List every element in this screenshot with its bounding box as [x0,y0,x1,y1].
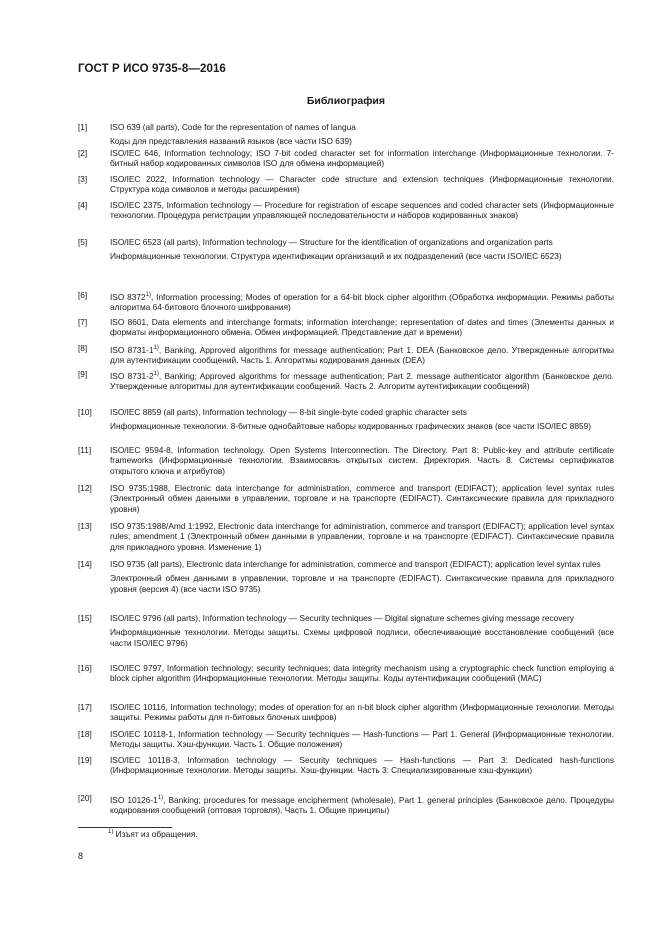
entry-number: [9] [78,369,88,379]
entry-number: [15] [78,613,92,623]
footnote [108,829,198,839]
entry-number: [12] [78,483,92,493]
footnote-divider [78,827,172,828]
entry-paragraph: ISO/IEC 10116, Information technology; modes of operation for an n-bit block cipher algorithm (Информационные технологии. Методы защиты. Режимы работы для n-битовых блочных шифров) [110,702,614,723]
entry-paragraph: ISO/IEC 9796 (all parts), Information technology — Security techniques — Digital signature schemes giving message recovery [110,613,574,623]
entry-number: [6] [78,290,88,300]
entry-text [110,613,614,648]
entry-paragraph: ISO/IEC 646, Information technology; ISO 7-bit coded character set for information interchange (Информационные технологии. 7-битный набор кодированных символов ISO для обмена информацией) [110,148,614,169]
entry-number: [5] [78,237,88,247]
entry-number: [10] [78,407,92,417]
entry-number: [14] [78,559,92,569]
entry-number: [17] [78,702,92,712]
entry-number: [7] [78,317,88,327]
entry-description: , Banking, Approved algorithms for message authentication; Part 1. DEA (Банковское дело. Утвержденные алгоритмы для аутентификации сообщений. Часть 1. Алгоритмы кодирования данных (DEA) [110,344,614,366]
entry-text [110,445,614,476]
entry-number: [20] [78,793,92,803]
entry-number: [4] [78,200,88,210]
entry-text [110,663,614,684]
entry-text [110,290,614,313]
entry-description: , Banking; procedures for message encipherment (wholesale), Part 1. general principles (Банковское дело. Процедуры кодирования сообщений (оптовая торговля). Часть 1. Общие принципы) [110,794,615,816]
entry-number: [2] [78,148,88,158]
entry-text [110,483,614,514]
entry-text [110,729,614,750]
entry-text [110,369,614,392]
entry-paragraph: ISO/IEC 2022, Information technology — Character code structure and extension techniques (Информационные технологии. Структура кода символов и методы расширения) [110,174,614,195]
footnote-reference: 1) [153,345,159,351]
entry-text [110,521,614,552]
entry-paragraph: ISO/IEC 9594-8, Information technology. Open Systems Interconnection. The Directory. Part 8: Public-key and attribute certificate frameworks (Информационные технологии. Взаимосвязь открытых систем. Директория. Часть 8. Системы сертификатов открытого ключа и атрибутов) [110,445,614,476]
entry-standard-id: ISO 10126-1 [110,794,158,805]
entry-paragraph: ISO 9735:1988/Amd 1:1992, Electronic data interchange for administration, commerce and transport (EDIFACT); application level syntax rules; amendment 1 (Электронный обмен данными в управлении, торговле и на транспорте (EDIFACT). Синтаксические правила для прикладного уровня. Изменение 1) [110,521,614,552]
entry-paragraph: ISO/IEC 10118-3, Information technology — Security techniques — Hash-functions — Part 3: Dedicated hash-functions (Информационные технологии. Методы защиты. Хэш-функции. Часть 3: Специализированные хэш-функции) [110,755,614,776]
entry-number: [3] [78,174,88,184]
entry-paragraph: ISO 639 (all parts), Code for the representation of names of langua [110,122,356,132]
entry-text [110,317,614,338]
entry-description: , Information processing; Modes of operation for a 64-bit block cipher algorithm (Обработка информации. Режимы работы алгоритма 64-битового блочного шифрования) [110,291,614,313]
entry-standard-id: ISO 8731-2 [110,370,154,381]
entry-text [110,559,614,594]
entry-standard-id: ISO 8372 [110,291,146,302]
entry-paragraph: Информационные технологии. Структура идентификации организаций и их подразделений (все части ISO/IEC 6523) [110,251,562,262]
entry-text [110,407,614,432]
footnote-text: Изъят из обращения. [115,829,198,839]
entry-text [110,122,614,147]
entry-number: [13] [78,521,92,531]
entry-paragraph [110,290,614,313]
entry-paragraph: Информационные технологии. 8-битные однобайтовые наборы кодированных графических знаков (все части ISO/IEC 8859) [110,421,591,432]
entry-text [110,148,614,169]
entry-number: [1] [78,122,88,132]
entry-paragraph: Электронный обмен данными в управлении, торговле и на транспорте (EDIFACT). Синтаксические правила для прикладного уровня (версия 4) (все части ISO 9735) [110,573,614,594]
entry-number: [16] [78,663,92,673]
entry-paragraph: ISO/IEC 8859 (all parts), Information technology — 8-bit single-byte coded graphic character sets [110,407,467,417]
entry-text [110,237,614,262]
entry-paragraph: ISO 8601, Data elements and interchange formats; information interchange; representation of dates and times (Элементы данных и форматы информационного обмена. Обмен информацией. Представление дат и времени) [110,317,614,338]
entry-text [110,174,614,195]
entry-paragraph [110,793,614,816]
footnote-reference: 1) [145,292,151,298]
document-header: ГОСТ Р ИСО 9735-8—2016 [78,63,226,75]
entry-description: , Banking; Approved algorithms for message authentication; Part 2. message authenticator algorithm (Банковское дело. Утвержденные алгоритмы для аутентификации сообщений. Часть 2. Алгоритм аутентификации сообщений) [110,370,614,392]
entry-number: [8] [78,343,88,353]
entry-number: [19] [78,755,92,765]
page-number: 8 [78,851,84,861]
section-title: Библиография [306,95,385,107]
entry-paragraph: ISO/IEC 10118-1, Information technology — Security techniques — Hash-functions — Part 1. General (Информационные технологии. Методы защиты. Хэш-функции. Часть 1. Общие положения) [110,729,614,750]
entry-paragraph: Коды для представления названий языков (все части ISO 639) [110,136,352,147]
entry-standard-id: ISO 8731-1 [110,344,154,355]
entry-paragraph: ISO/IEC 6523 (all parts), Information technology — Structure for the identification of organizations and organization parts [110,237,553,247]
entry-paragraph: ISO/IEC 9797, Information technology; security techniques; data integrity mechanism using a cryptographic check function employing a block cipher algorithm (Информационные технологии. Методы защиты. Коды аутентификации сообщений (MAC) [110,663,614,684]
entry-number: [18] [78,729,92,739]
entry-paragraph: ISO/IEC 2375, Information technology — Procedure for registration of escape sequences and coded character sets (Информационные технологии. Процедура регистрации управляющей последовательности и наборов кодированных знаков) [110,200,614,221]
entry-paragraph: ISO 9735 (all parts), Electronic data interchange for administration, commerce and transport (EDIFACT); application level syntax rules [110,559,601,569]
footnote-mark: 1) [108,829,114,836]
entry-paragraph [110,369,614,392]
entry-paragraph: ISO 9735:1988, Electronic data interchange for administration, commerce and transport (EDIFACT); application level syntax rules (Электронный обмен данными в управлении, торговле и на транспорте (EDIFACT). Синтаксические правила для прикладного уровня) [110,483,614,514]
entry-text [110,793,614,816]
entry-number: [11] [78,445,92,455]
entry-paragraph: Информационные технологии. Методы защиты. Схемы цифровой подписи, обеспечивающие восстановление сообщений (все части ISO/IEC 9796) [110,627,614,648]
footnote-reference: 1) [153,371,159,377]
entry-paragraph [110,343,614,366]
entry-text [110,755,614,776]
entry-text [110,702,614,723]
entry-text [110,200,614,221]
footnote-reference: 1) [157,795,164,801]
entry-text [110,343,614,366]
